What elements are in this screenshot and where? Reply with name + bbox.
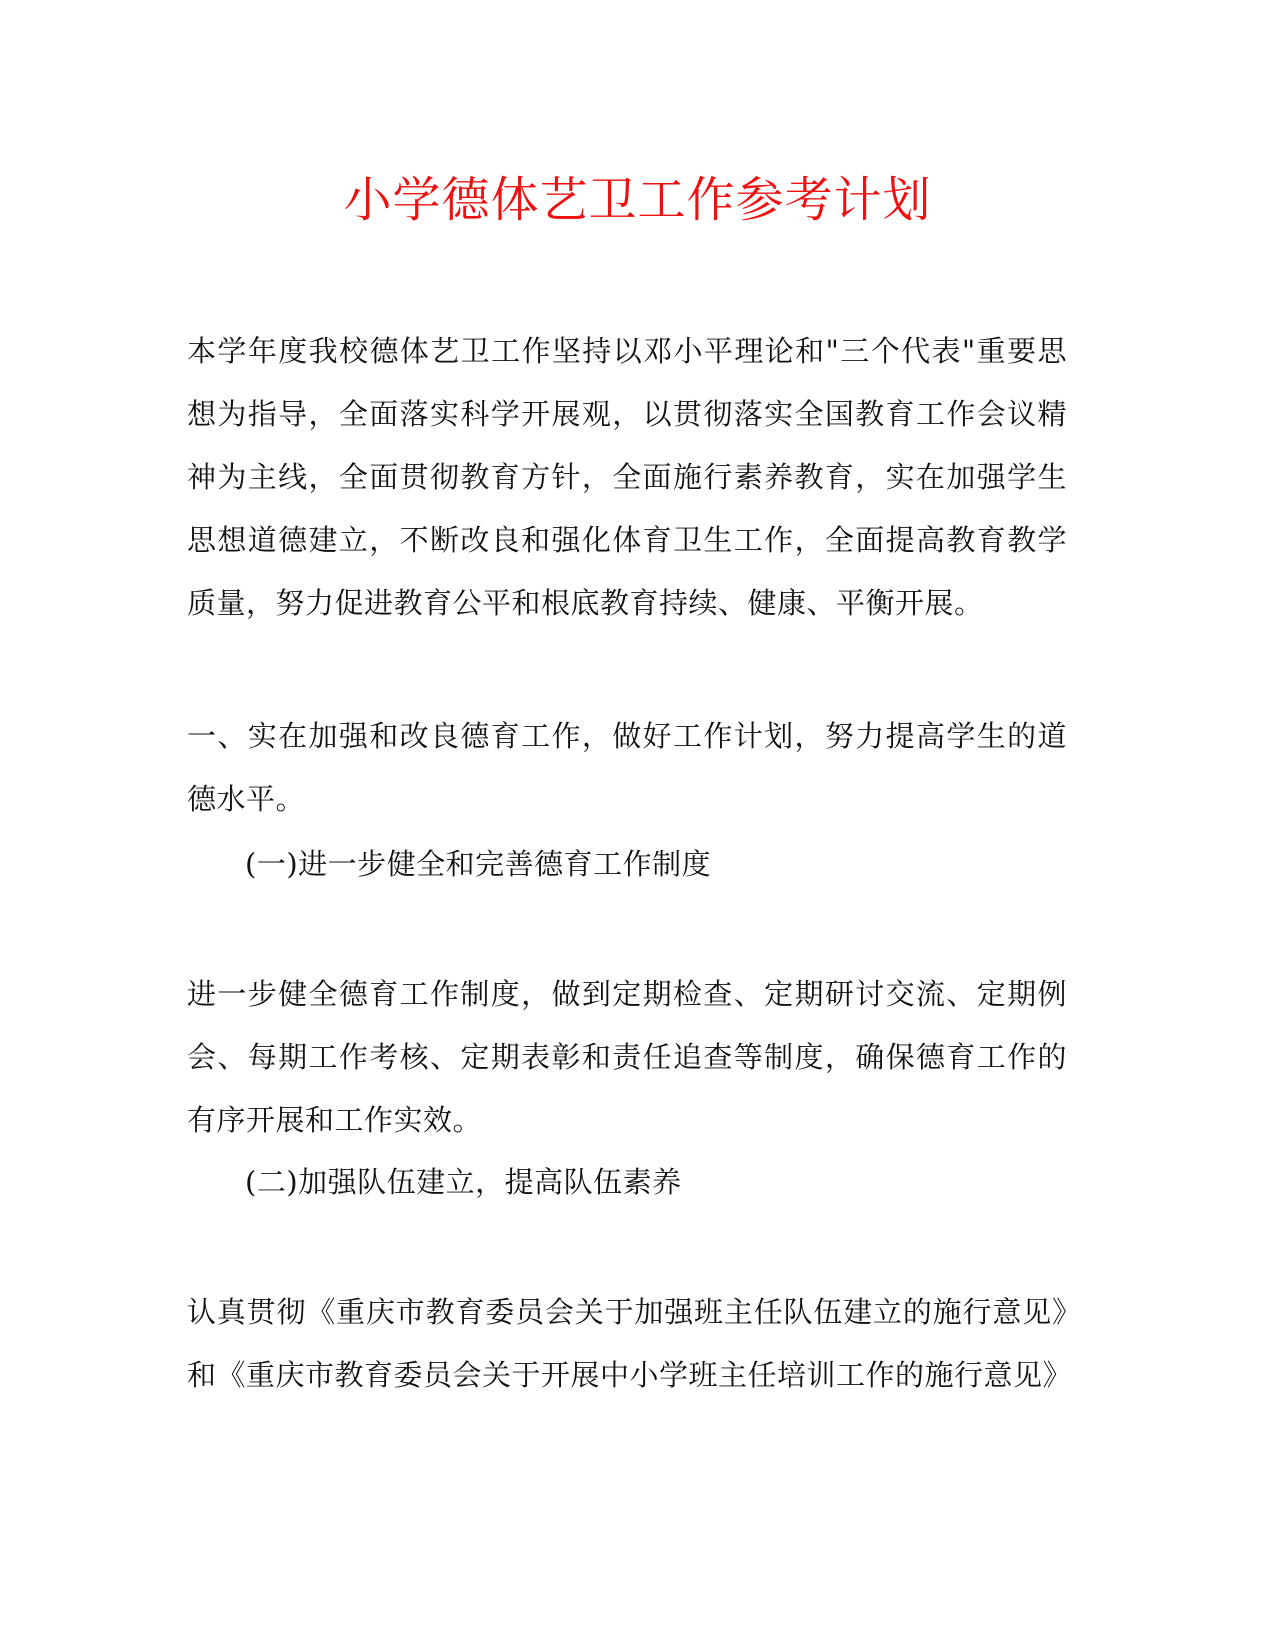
subsection-body-1: 进一步健全德育工作制度，做到定期检查、定期研讨交流、定期例会、每期工作考核、定期表彰和责任追查等制度，确保德育工作的有序开展和工作实效。 (187, 977, 1067, 1137)
subsection-heading-2: (二)加强队伍建立，提高队伍素养 (245, 1165, 682, 1199)
subsection-heading-1: (一)进一步健全和完善德育工作制度 (245, 847, 712, 881)
subsection-body-2: 认真贯彻《重庆市教育委员会关于加强班主任队伍建立的施行意见》和《重庆市教育委员会关于开展中小学班主任培训工作的施行意见》 (187, 1295, 1073, 1392)
document-title: 小学德体艺卫工作参考计划 (343, 172, 932, 228)
intro-paragraph: 本学年度我校德体艺卫工作坚持以邓小平理论和"三个代表"重要思想为指导，全面落实科学开展观，以贯彻落实全国教育工作会议精神为主线，全面贯彻教育方针，全面施行素养教育，实在加强学生思想道德建立，不断改良和强化体育卫生工作，全面提高教育教学质量，努力促进教育公平和根底教育持续、健康、平衡开展。 (187, 334, 1067, 620)
section-heading-1: 一、实在加强和改良德育工作，做好工作计划，努力提高学生的道德水平。 (187, 719, 1067, 816)
